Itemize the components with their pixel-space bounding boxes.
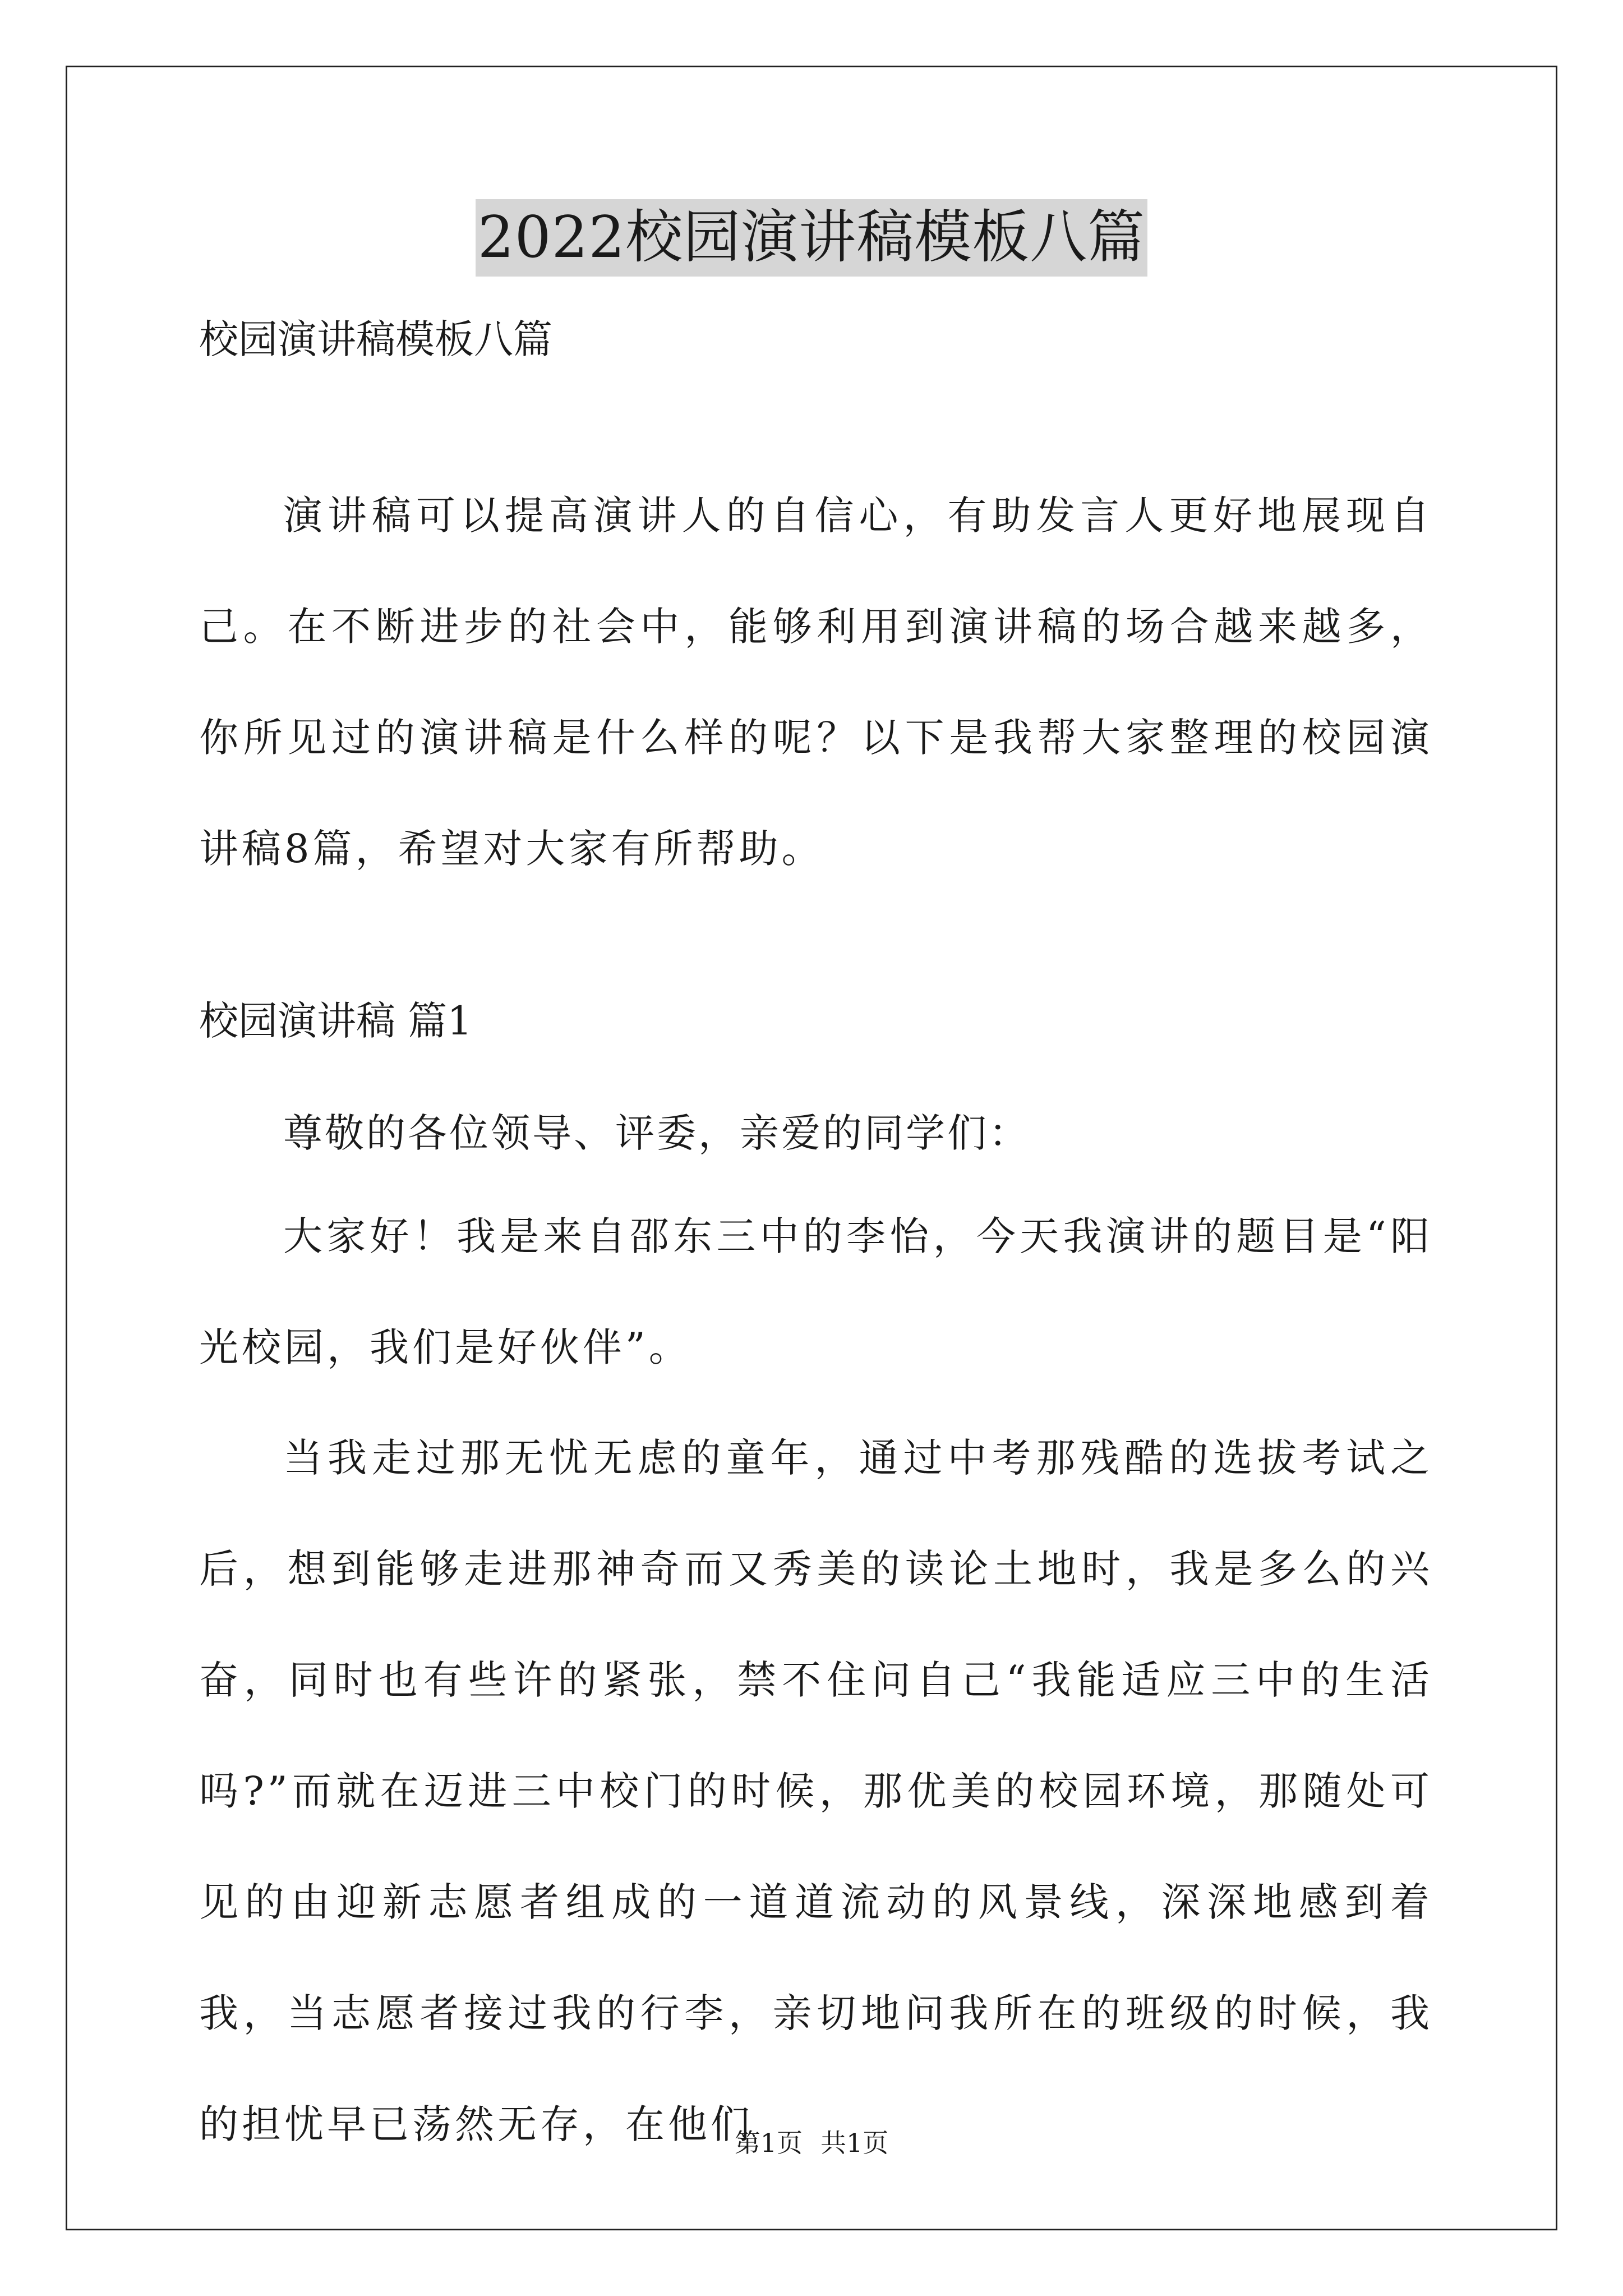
title-container xyxy=(0,199,1623,277)
body-paragraph: 大家好！我是来自邵东三中的李怡，今天我演讲的题目是“阳光校园，我们是好伙伴”。 xyxy=(199,1213,1433,1370)
page-number-total: 共1页 xyxy=(820,2128,889,2158)
greeting-line: 尊敬的各位领导、评委，亲爱的同学们： xyxy=(283,1110,1030,1156)
page-number-current: 第1页 xyxy=(734,2128,803,2158)
document-title: 2022校园演讲稿模板八篇 xyxy=(476,199,1148,277)
page-footer xyxy=(0,2126,1623,2160)
section-heading: 校园演讲稿 篇1 xyxy=(199,998,472,1044)
intro-paragraph: 演讲稿可以提高演讲人的自信心，有助发言人更好地展现自己。在不断进步的社会中，能够利用到演讲稿的场合越来越多，你所见过的演讲稿是什么样的呢？以下是我帮大家整理的校园演讲稿8篇，希望对大家有所帮助。 xyxy=(199,493,1433,872)
document-subtitle: 校园演讲稿模板八篇 xyxy=(199,316,552,362)
body-paragraph: 当我走过那无忧无虑的童年，通过中考那残酷的选拔考试之后，想到能够走进那神奇而又秀美的读论土地时，我是多么的兴奋，同时也有些许的紧张，禁不住问自己“我能适应三中的生活吗?”而就在迈进三中校门的时候，那优美的校园环境，那随处可见的由迎新志愿者组成的一道道流动的风景线，深深地感到着我，当志愿者接过我的行李，亲切地问我所在的班级的时候，我的担忧早已荡然无存，在他们 xyxy=(199,1435,1433,2147)
